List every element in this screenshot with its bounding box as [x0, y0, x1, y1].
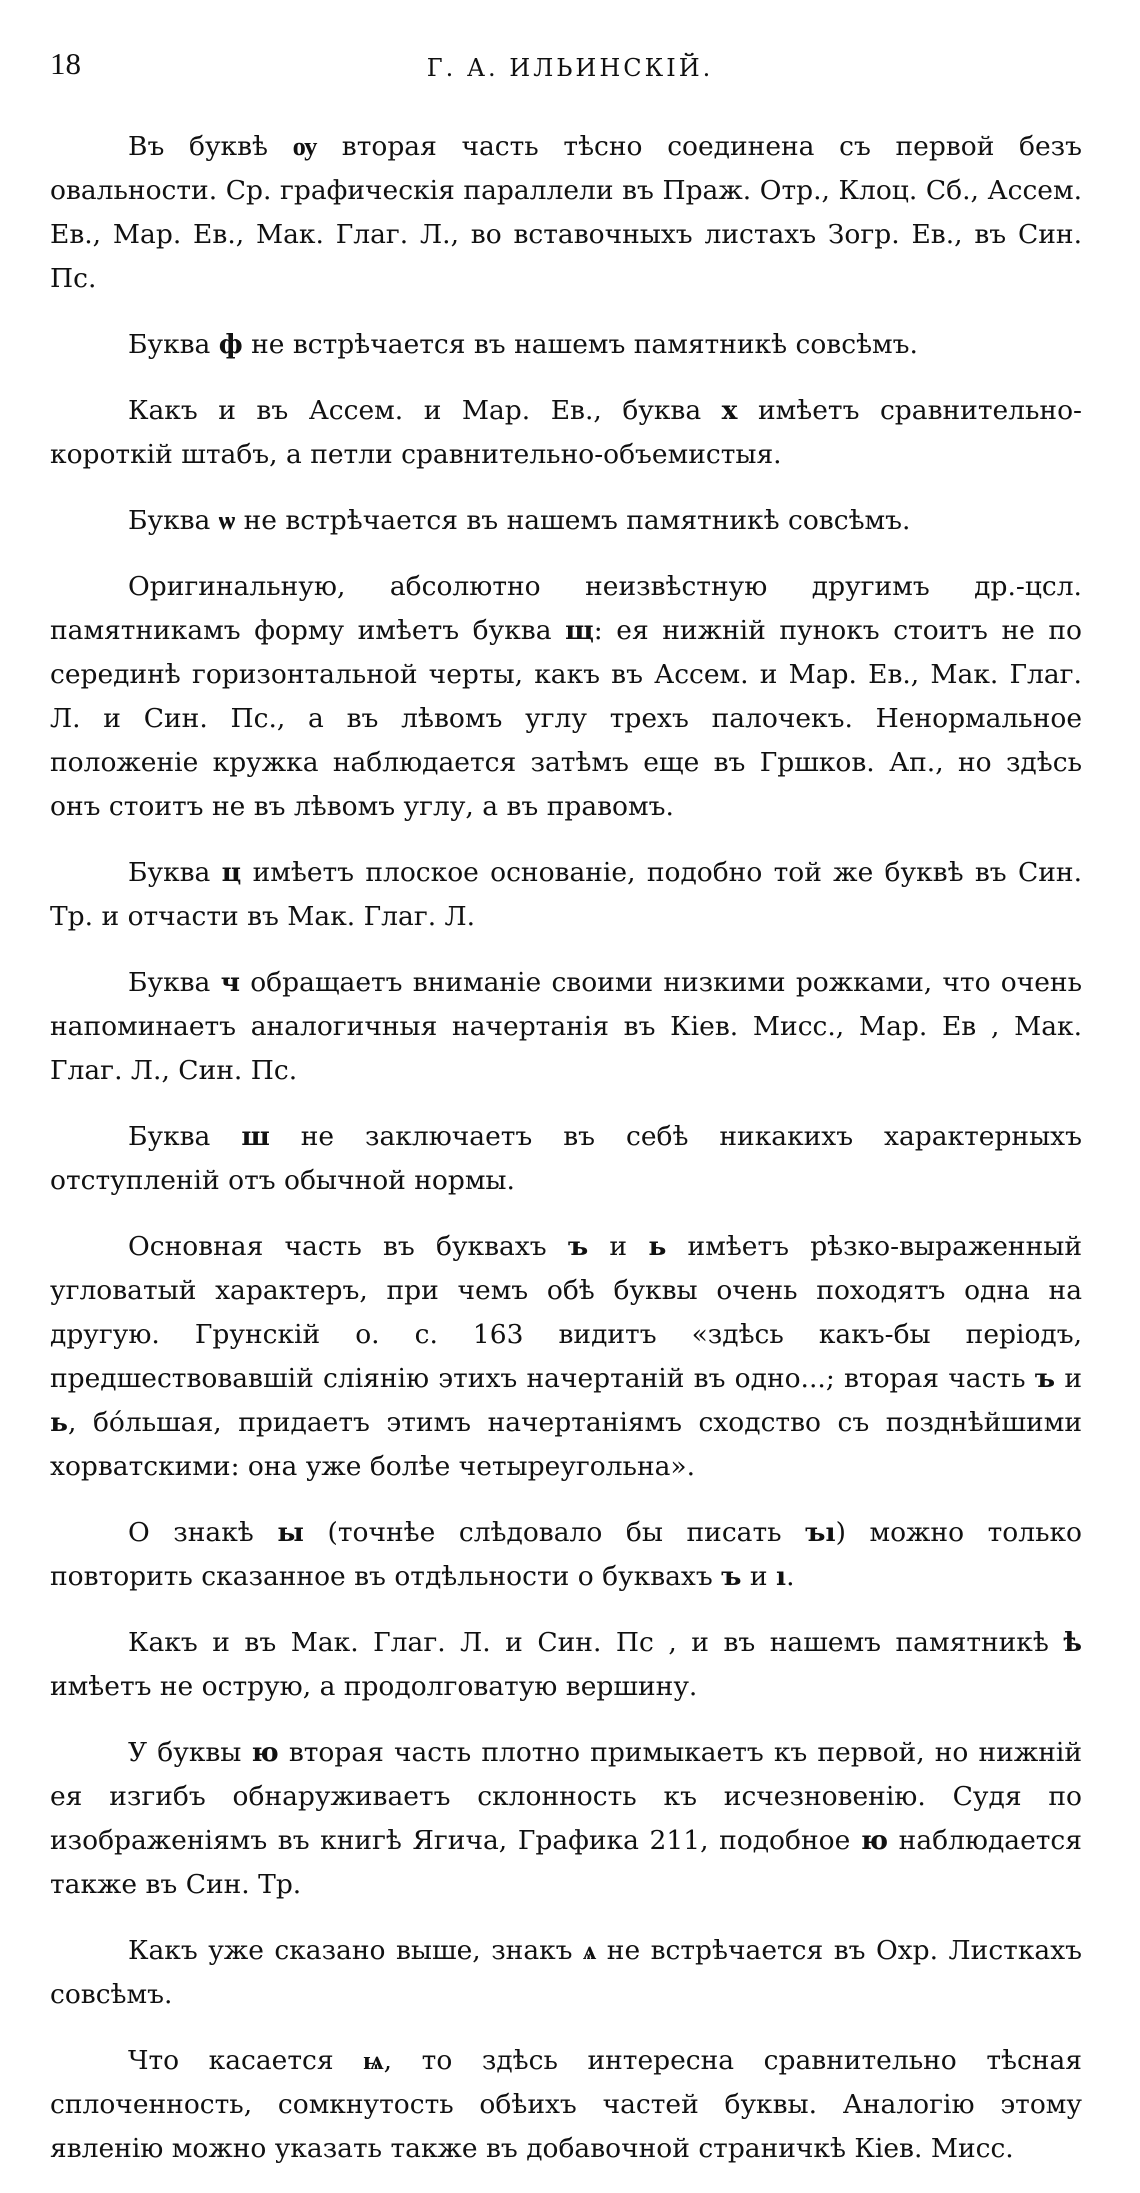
- page-number: 18: [50, 46, 81, 81]
- text-run: , бóльшая, придаетъ этимъ начертаніямъ сходство съ позднѣйшими хорватскими: она уже болѣе четыреугольна».: [50, 1407, 1082, 1482]
- glyph-specimen: х: [721, 395, 738, 426]
- text-run: имѣетъ рѣзко-выраженный угловатый характеръ, при чемъ обѣ буквы очень походятъ одна на другую. Грунскій о. с. 163 видитъ «здѣсь какъ-бы періодъ, предшествовавшій сліянію этихъ начертаній въ одно...; вторая часть: [50, 1231, 1083, 1394]
- text-run: У буквы: [128, 1737, 252, 1768]
- glyph-specimen: ф: [218, 329, 243, 360]
- text-run: : ея нижній пунокъ стоитъ не по серединѣ горизонтальной черты, какъ въ Ассем. и Мар. Ев., Мак. Глаг. Л. и Син. Пс., а въ лѣвомъ углу трехъ палочекъ. Ненормальное положеніе кружка наблюдается затѣмъ еще въ Гршков. Ап., но здѣсь онъ стоитъ не въ лѣвомъ углу, а въ правомъ.: [50, 615, 1082, 822]
- paragraph-letter-small-yus: [50, 1929, 1082, 2017]
- paragraph-letter-kh: [50, 389, 1082, 477]
- glyph-specimen: ѩ: [363, 2045, 384, 2076]
- text-run: и: [1055, 1363, 1083, 1394]
- glyph-specimen: ь: [50, 1407, 68, 1438]
- text-run: и: [741, 1561, 776, 1592]
- text-run: не встрѣчается въ нашемъ памятникѣ совсѣмъ.: [235, 505, 911, 536]
- text-run: Буква: [128, 329, 219, 360]
- text-run: не встрѣчается въ Охр. Листкахъ совсѣмъ.: [50, 1935, 1082, 2010]
- text-run: (точнѣе слѣдовало бы писать: [303, 1517, 806, 1548]
- text-run: вторая часть плотно примыкаетъ къ первой, но нижній ея изгибъ обнаруживаетъ склонность къ исчезновенію. Судя по изображеніямъ въ книгѣ Ягича, Графика 211, подобное: [50, 1737, 1082, 1856]
- paragraph-letter-ch: [50, 961, 1082, 1093]
- text-run: .: [786, 1561, 795, 1592]
- text-run: имѣетъ плоское основаніе, подобно той же буквѣ въ Син. Тр. и отчасти въ Мак. Глаг. Л.: [50, 857, 1082, 932]
- text-run: ) можно только повторить сказанное въ отдѣльности о буквахъ: [50, 1517, 1083, 1592]
- text-run: вторая часть тѣсно соединена съ первой безъ овальности. Ср. графическія параллели въ Праж. Отр., Клоц. Сб., Ассем. Ев., Мар. Ев., Мак. Глаг. Л., во вставочныхъ листахъ Зогр. Ев., въ Син. Пс.: [50, 131, 1082, 294]
- paragraph-letter-shcha: [50, 565, 1082, 829]
- glyph-specimen: ъ: [567, 1231, 589, 1262]
- paragraph-letter-yery: [50, 1511, 1082, 1599]
- text-run: Основная часть въ буквахъ: [128, 1231, 568, 1262]
- glyph-specimen: ч: [220, 967, 240, 998]
- glyph-specimen: ш: [241, 1121, 270, 1152]
- glyph-specimen: ъ: [1034, 1363, 1056, 1394]
- text-run: имѣетъ не острую, а продолговатую вершину.: [50, 1671, 698, 1702]
- text-run: Какъ и въ Мак. Глаг. Л. и Син. Пс , и въ нашемъ памятникѣ: [128, 1627, 1064, 1658]
- glyph-specimen: ю: [860, 1825, 889, 1856]
- text-run: Буква: [128, 967, 221, 998]
- paragraph-letter-iotated-yus: [50, 2039, 1082, 2171]
- paragraph-letters-yer: [50, 1225, 1082, 1489]
- glyph-specimen: ц: [221, 857, 242, 888]
- glyph-specimen: ы: [277, 1517, 304, 1548]
- glyph-specimen: ь: [648, 1231, 667, 1262]
- glyph-specimen: ю: [251, 1737, 279, 1768]
- text-run: Какъ и въ Ассем. и Мар. Ев., буква: [128, 395, 722, 426]
- paragraph-letter-omega: [50, 499, 1082, 543]
- text-run: и: [588, 1231, 649, 1262]
- text-run: Буква: [128, 857, 222, 888]
- text-run: имѣетъ сравнительно-короткій штабъ, а петли сравнительно-объемистыя.: [50, 395, 1082, 470]
- running-title: Г. А. ИЛЬИНСКІЙ.: [426, 54, 714, 82]
- glyph-specimen: ъı: [805, 1517, 836, 1548]
- paragraph-letter-ou: [50, 125, 1082, 301]
- paragraph-letter-ts: [50, 851, 1082, 939]
- glyph-specimen: ъ: [721, 1561, 742, 1592]
- text-run: Буква: [128, 1121, 242, 1152]
- text-run: не заключаетъ въ себѣ никакихъ характерныхъ отступленій отъ обычной нормы.: [50, 1121, 1082, 1196]
- text-run: Что касается: [128, 2045, 364, 2076]
- body-text: [50, 125, 1082, 2193]
- glyph-specimen: ı: [776, 1561, 787, 1592]
- paragraph-letter-yu: [50, 1731, 1082, 1907]
- glyph-specimen: ѣ: [1063, 1627, 1082, 1658]
- text-run: обращаетъ вниманіе своими низкими рожками, что очень напоминаетъ аналогичныя начертанія въ Кіев. Мисс., Мар. Ев , Мак. Глаг. Л., Син. Пс.: [50, 967, 1082, 1086]
- text-run: не встрѣчается въ нашемъ памятникѣ совсѣмъ.: [242, 329, 918, 360]
- text-run: , то здѣсь интересна сравнительно тѣсная сплоченность, сомкнутость обѣихъ частей буквы. Аналогію этому явленію можно указать также въ добавочной страничкѣ Кіев. Мисс.: [50, 2045, 1082, 2164]
- text-run: Въ буквѣ: [128, 131, 293, 162]
- paragraph-letter-yat: [50, 1621, 1082, 1709]
- text-run: наблюдается также въ Син. Тр.: [50, 1825, 1082, 1900]
- text-run: Какъ уже сказано выше, знакъ: [128, 1935, 584, 1966]
- glyph-specimen: ѧ: [583, 1935, 597, 1966]
- text-run: О знакѣ: [128, 1517, 278, 1548]
- text-run: Оригинальную, абсолютно неизвѣстную другимъ др.-цсл. памятникамъ форму имѣетъ буква: [50, 571, 1082, 646]
- glyph-specimen: ѡ: [218, 505, 236, 536]
- paragraph-letter-f: [50, 323, 1082, 367]
- glyph-specimen: ѹ: [292, 131, 318, 162]
- text-run: Буква: [128, 505, 219, 536]
- paragraph-letter-sh: [50, 1115, 1082, 1203]
- glyph-specimen: щ: [565, 615, 594, 646]
